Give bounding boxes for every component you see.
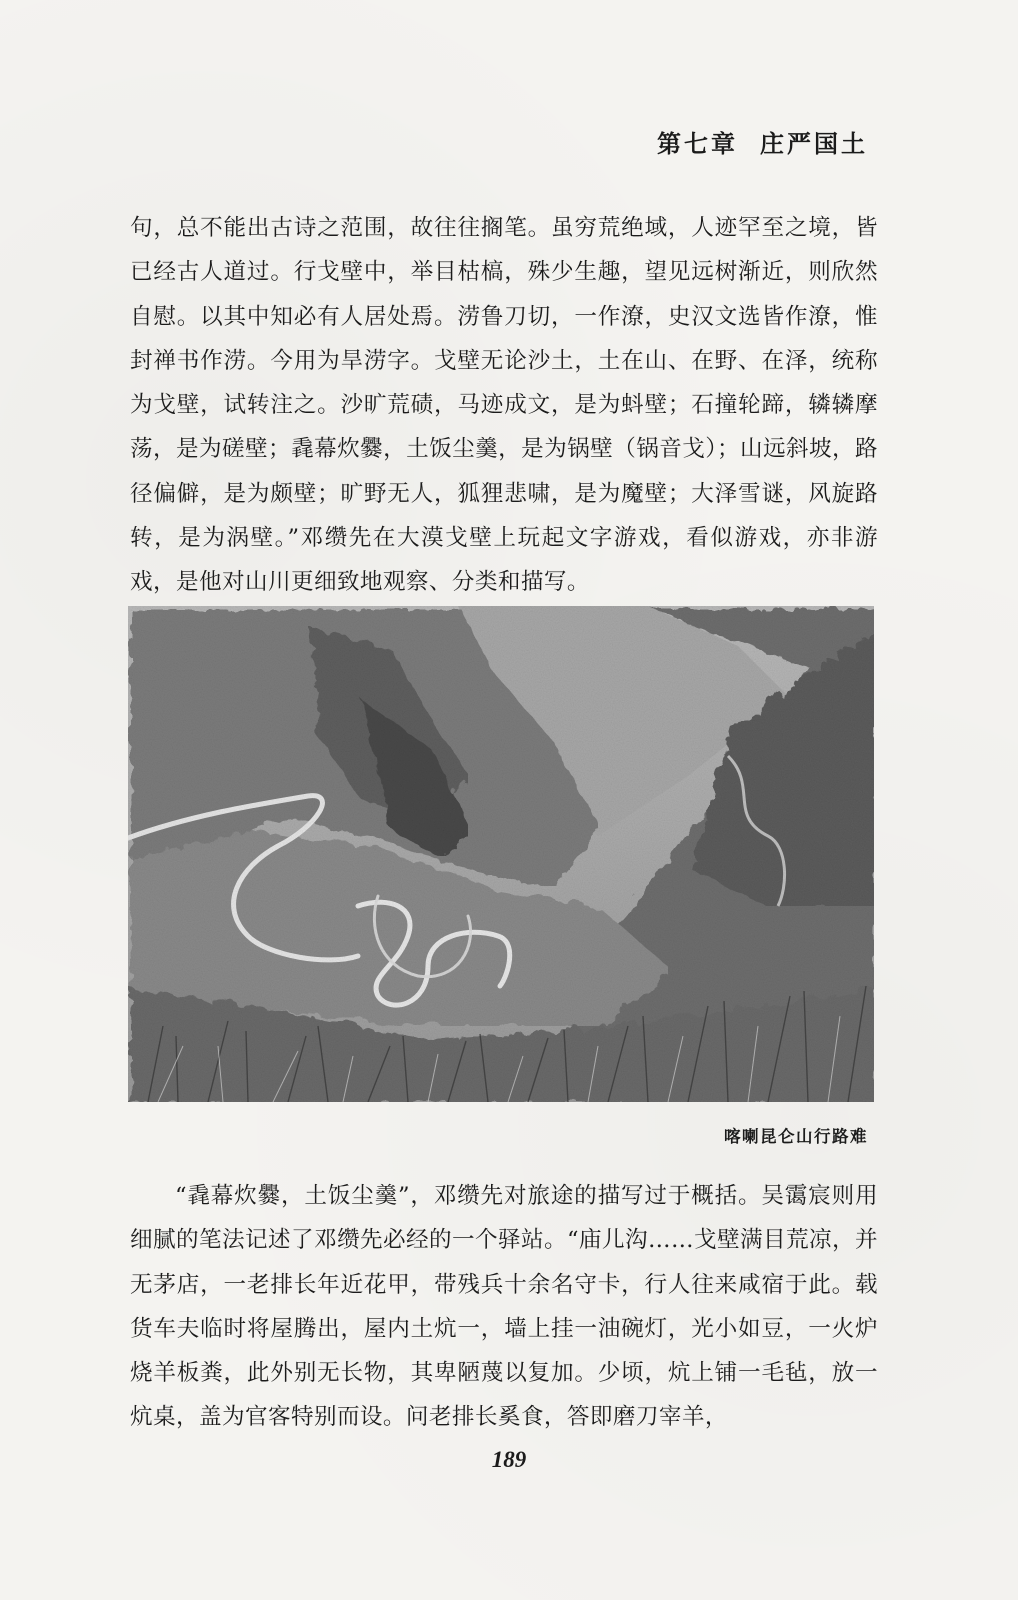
running-head (657, 124, 868, 159)
chapter-number: 第七章 (657, 129, 738, 158)
paragraph-2 (130, 1174, 878, 1440)
mountain-road-photo (128, 606, 874, 1102)
paragraph-2-text: “毳幕炊爨，土饭尘羹”，邓缵先对旅途的描写过于概括。吴霭宸则用细腻的笔法记述了邓缵先必经的一个驿站。“庙儿沟……戈壁满目荒凉，并无茅店，一老排长年近花甲，带残兵十余名守卡，行人往来咸宿于此。载货车夫临时将屋腾出，屋内土炕一，墙上挂一油碗灯，光小如豆，一火炉烧羊板粪，此外别无长物，其卑陋蔑以复加。少顷，炕上铺一毛毡，放一炕桌，盖为官客特别而设。问老排长奚食，答即磨刀宰羊， (130, 1183, 878, 1431)
paragraph-1: 句，总不能出古诗之范围，故往往搁笔。虽穷荒绝域，人迹罕至之境，皆已经古人道过。行戈壁中，举目枯槁，殊少生趣，望见远树渐近，则欣然自慰。以其中知必有人居处焉。涝鲁刀切，一作潦，史汉文选皆作潦，惟封禅书作涝。今用为旱涝字。戈壁无论沙土，土在山、在野、在泽，统称为戈壁，试转注之。沙旷荒碛，马迹成文，是为蚪壁；石撞轮蹄，辚辚摩荡，是为磋壁；毳幕炊爨，土饭尘羹，是为锅壁（锅音戈）；山远斜坡，路径偏僻，是为颇壁；旷野无人，狐狸悲啸，是为魔壁；大泽雪谜，风旋路转，是为涡壁。”邓缵先在大漠戈壁上玩起文字游戏，看似游戏，亦非游戏，是他对山川更细致地观察、分类和描写。 (130, 215, 878, 596)
figure-caption: 喀喇昆仑山行路难 (724, 1127, 868, 1146)
chapter-title: 庄严国土 (760, 129, 868, 158)
page-number: 189 (491, 1447, 527, 1472)
